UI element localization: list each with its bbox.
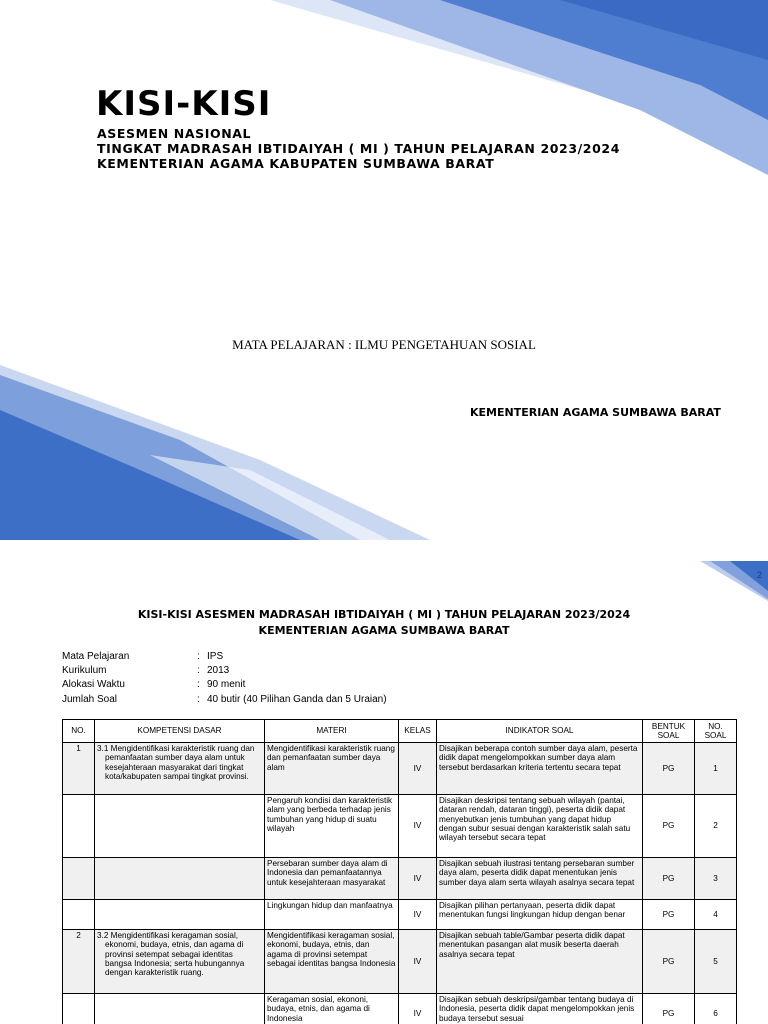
info-label: Mata Pelajaran <box>62 651 130 662</box>
header-indikator-soal: INDIKATOR SOAL <box>437 720 643 743</box>
cell-bentuk-soal: PG <box>643 743 695 795</box>
table-row <box>63 858 737 900</box>
cell-kompetensi-dasar: 3.2 Mengidentifikasi keragaman sosial, ekonomi, budaya, etnis, dan agama di provinsi setempat sebagai identitas bangsa Indonesia; serta hubungannya dengan karakteristik ruang. <box>95 930 265 994</box>
kisi-kisi-table <box>62 719 737 1024</box>
cover-subtitle-line-1: ASESMEN NASIONAL <box>97 126 252 141</box>
cell-indikator: Disajikan deskripsi tentang sebuah wilayah (pantai, dataran rendah, dataran tinggi), peserta didik dapat menyebutkan jenis tumbuhan yang dapat hidup dengan subur sesuai dengan karakteristik salah satu wilayah tersebut secara tepat <box>437 795 643 858</box>
table-header-row <box>63 720 737 743</box>
cell-bentuk-soal: PG <box>643 858 695 900</box>
cell-indikator: Disajikan sebuah ilustrasi tentang persebaran sumber daya alam, peserta didik dapat menentukan jenis sumber daya alam serta wilayah asalnya secara tepat <box>437 858 643 900</box>
info-label: Kurikulum <box>62 665 107 677</box>
cell-kelas: IV <box>399 743 437 795</box>
cell-indikator: Disajikan sebuah table/Gambar peserta didik dapat menentukan pasangan alat musik beserta daerah asalnya secara tepat <box>437 930 643 994</box>
cell-bentuk-soal: PG <box>643 795 695 858</box>
info-separator: : <box>197 679 200 691</box>
cell-materi: Mengidentifikasi karakteristik ruang dan pemanfaatan sumber daya alam <box>265 743 399 795</box>
header-bentuk-soal: BENTUK SOAL <box>643 720 695 743</box>
page-number: 2 <box>757 570 763 580</box>
cell-bentuk-soal: PG <box>643 930 695 994</box>
info-value: IPS <box>207 651 224 662</box>
cell-kelas: IV <box>399 930 437 994</box>
info-row <box>62 664 387 678</box>
info-value: 90 menit <box>207 679 246 691</box>
cell-no <box>63 994 95 1024</box>
cell-kelas: IV <box>399 900 437 930</box>
header-materi: MATERI <box>265 720 399 743</box>
cell-no <box>63 900 95 930</box>
cell-kompetensi-dasar: 3.1 Mengidentifikasi karakteristik ruang dan pemanfaatan sumber daya alam untuk kesejahteraan masyarakat dari tingkat kota/kabupaten sampai tingkat provinsi. <box>95 743 265 795</box>
cell-no: 1 <box>63 743 95 795</box>
cell-no <box>63 795 95 858</box>
cell-no-soal: 6 <box>695 994 737 1024</box>
cell-no: 2 <box>63 930 95 994</box>
cover-subtitle-line-2: TINGKAT MADRASAH IBTIDAIYAH ( MI ) TAHUN PELAJARAN 2023/2024 <box>97 141 620 156</box>
cell-indikator: Disajikan pilihan pertanyaan, peserta didik dapat menentukan fungsi lingkungan hidup dengan benar <box>437 900 643 930</box>
info-row <box>62 678 387 692</box>
info-value: 40 butir (40 Pilihan Ganda dan 5 Uraian) <box>207 693 387 705</box>
cell-kelas: IV <box>399 795 437 858</box>
cell-materi: Lingkungan hidup dan manfaatnya <box>265 900 399 930</box>
cell-kompetensi-dasar <box>95 994 265 1024</box>
cell-indikator: Disajikan sebuah deskripsi/gambar tentang budaya di Indonesia, peserta didik dapat mengelompokkan jenis budaya tersebut sesuai <box>437 994 643 1024</box>
cell-materi: Keragaman sosial, ekononi, budaya, etnis, dan agama di Indonesia <box>265 994 399 1024</box>
info-row <box>62 650 387 664</box>
cell-kompetensi-dasar <box>95 858 265 900</box>
cell-kompetensi-dasar <box>95 795 265 858</box>
slide-gap <box>0 540 768 561</box>
cell-materi: Mengidentifikasi keragaman sosial, ekonomi, budaya, etnis, dan agama di provinsi setempat sebagai identitas bangsa Indonesia <box>265 930 399 994</box>
header-no-soal: NO. SOAL <box>695 720 737 743</box>
cover-subtitle-line-3: KEMENTERIAN AGAMA KABUPATEN SUMBAWA BARAT <box>97 156 495 171</box>
table-row <box>63 795 737 858</box>
info-separator: : <box>197 665 200 677</box>
cell-no <box>63 858 95 900</box>
content-slide <box>0 561 768 1024</box>
cell-indikator: Disajikan beberapa contoh sumber daya alam, peserta didik dapat mengelompokkan sumber daya alam tersebut berdasarkan kriteria tertentu secara tepat <box>437 743 643 795</box>
cover-title: KISI-KISI <box>96 84 272 124</box>
cell-no-soal: 4 <box>695 900 737 930</box>
info-value: 2013 <box>207 665 230 677</box>
table-title-line-1: KISI-KISI ASESMEN MADRASAH IBTIDAIYAH ( MI ) TAHUN PELAJARAN 2023/2024 <box>137 608 631 621</box>
info-label: Jumlah Soal <box>62 693 118 705</box>
cell-kelas: IV <box>399 858 437 900</box>
cell-kompetensi-dasar <box>95 900 265 930</box>
table-title-line-2: KEMENTERIAN AGAMA SUMBAWA BARAT <box>258 624 510 637</box>
cell-no-soal: 3 <box>695 858 737 900</box>
cell-kelas: IV <box>399 994 437 1024</box>
info-row <box>62 693 387 707</box>
info-separator: : <box>197 693 200 705</box>
header-kompetensi-dasar: KOMPETENSI DASAR <box>95 720 265 743</box>
cell-bentuk-soal: PG <box>643 900 695 930</box>
cell-no-soal: 2 <box>695 795 737 858</box>
header-kelas: KELAS <box>399 720 437 743</box>
organization-label: KEMENTERIAN AGAMA SUMBAWA BARAT <box>470 406 721 419</box>
subject-heading: MATA PELAJARAN : ILMU PENGETAHUAN SOSIAL <box>232 337 536 352</box>
table-row <box>63 743 737 795</box>
corner-decoration <box>0 561 768 601</box>
table-row <box>63 994 737 1024</box>
cell-materi: Pengaruh kondisi dan karakteristik alam yang berbeda terhadap jenis tumbuhan yang hidup di suatu wilayah <box>265 795 399 858</box>
header-no: NO. <box>63 720 95 743</box>
cell-no-soal: 5 <box>695 930 737 994</box>
table-row <box>63 930 737 994</box>
cell-no-soal: 1 <box>695 743 737 795</box>
exam-info <box>62 650 387 707</box>
cell-bentuk-soal: PG <box>643 994 695 1024</box>
table-row <box>63 900 737 930</box>
info-separator: : <box>197 651 200 662</box>
cell-materi: Persebaran sumber daya alam di Indonesia dan pemanfaatannya untuk kesejahteraan masyarakat <box>265 858 399 900</box>
info-label: Alokasi Waktu <box>62 679 125 691</box>
